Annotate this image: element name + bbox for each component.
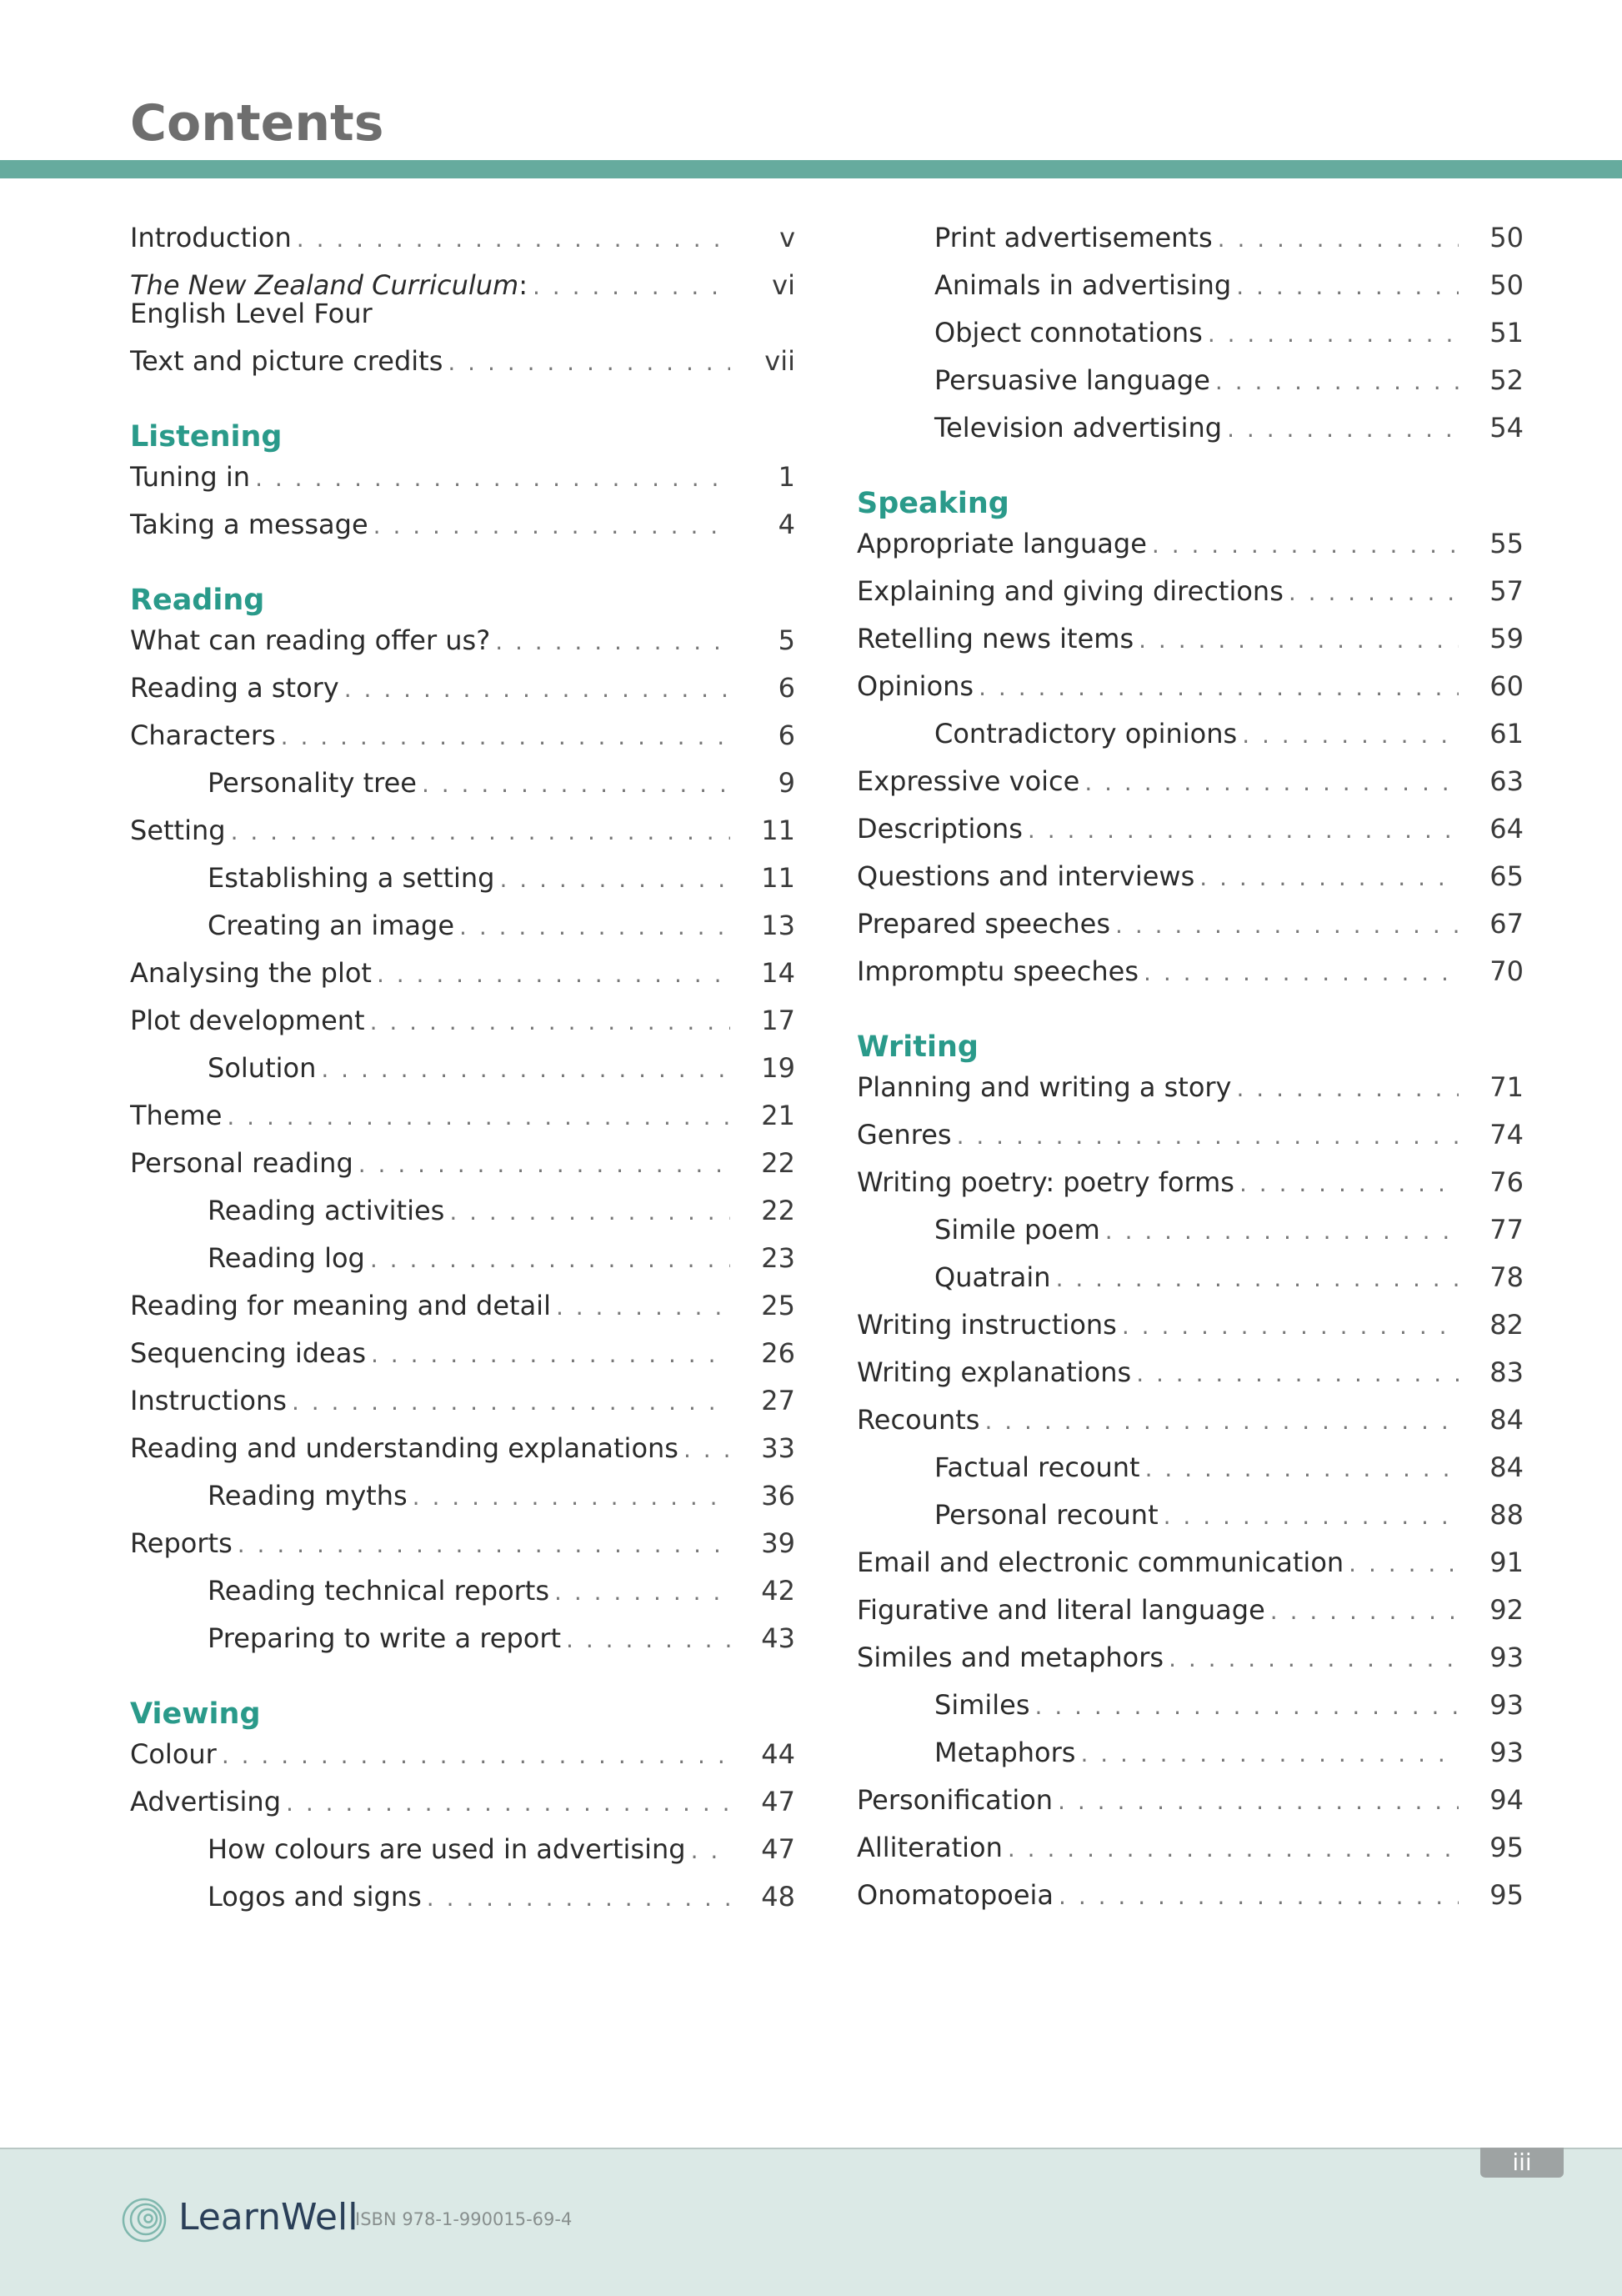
toc-entry-page: 82	[1489, 1309, 1524, 1341]
toc-subentry[interactable]	[857, 412, 1524, 459]
toc-entry-page: 25	[761, 1290, 795, 1321]
toc-subentry[interactable]	[857, 1499, 1524, 1547]
toc-entry-page: 22	[761, 1147, 795, 1179]
title-rule	[0, 160, 1622, 178]
dot-leader	[1053, 1265, 1459, 1292]
page-number-tab: iii	[1480, 2148, 1564, 2178]
toc-entry-title: Reading and understanding explanations	[130, 1432, 678, 1464]
dot-leader	[228, 818, 730, 845]
toc-entry-title: Logos and signs	[208, 1881, 422, 1912]
toc-entry[interactable]	[857, 860, 1524, 908]
dot-leader	[1140, 959, 1459, 986]
toc-entry-page: 67	[1489, 908, 1524, 940]
toc-entry-page: 6	[778, 719, 795, 751]
dot-leader	[1214, 225, 1459, 253]
toc-entry-title: Personification	[857, 1784, 1054, 1816]
toc-entry-page: 47	[761, 1833, 795, 1865]
toc-subentry[interactable]	[857, 1214, 1524, 1261]
toc-entry[interactable]	[857, 1594, 1524, 1642]
toc-entry-page: 19	[761, 1052, 795, 1084]
toc-entry-page: 63	[1489, 765, 1524, 797]
toc-entry[interactable]	[130, 672, 795, 719]
toc-entry-title: Questions and interviews	[857, 860, 1195, 892]
toc-entry[interactable]	[857, 1547, 1524, 1594]
toc-entry-title: Contradictory opinions	[934, 718, 1238, 749]
toc-entry-page: 42	[761, 1575, 795, 1607]
toc-entry[interactable]	[857, 1404, 1524, 1451]
toc-entry[interactable]	[857, 908, 1524, 955]
dot-leader	[1077, 1740, 1459, 1767]
toc-entry[interactable]	[857, 765, 1524, 813]
toc-entry-title: Tuning in	[130, 461, 251, 493]
toc-entry[interactable]	[130, 1100, 795, 1147]
curriculum-level: English Level Four	[130, 298, 373, 329]
dot-leader	[288, 1388, 730, 1416]
section-heading-reading: Reading	[130, 584, 265, 617]
toc-entry-page: 48	[761, 1881, 795, 1912]
dot-leader	[1236, 1170, 1459, 1197]
toc-entry-title: Characters	[130, 719, 276, 751]
page-title: Contents	[130, 94, 384, 153]
toc-entry-page: 50	[1489, 269, 1524, 301]
toc-entry[interactable]	[130, 1337, 795, 1385]
toc-entry-title: Opinions	[857, 670, 974, 702]
toc-entry-page: vi	[772, 269, 795, 301]
toc-entry-page: 76	[1489, 1166, 1524, 1198]
toc-entry-title: Genres	[857, 1119, 952, 1151]
toc-entry[interactable]	[130, 222, 795, 269]
dot-leader	[975, 674, 1459, 701]
toc-entry-title: Creating an image	[208, 910, 455, 941]
toc-entry-title: Theme	[130, 1100, 223, 1131]
toc-entry-title: Print advertisements	[934, 222, 1213, 253]
toc-entry-page: 36	[761, 1480, 795, 1511]
toc-entry-title: Quatrain	[934, 1261, 1051, 1293]
toc-entry[interactable]	[857, 1119, 1524, 1166]
toc-entry-title: Reading log	[208, 1242, 365, 1274]
toc-entry[interactable]	[857, 575, 1524, 623]
isbn: ISBN 978-1-990015-69-4	[355, 2209, 573, 2229]
dot-leader	[423, 1884, 730, 1912]
toc-entry-page: 95	[1489, 1832, 1524, 1863]
toc-entry-title: Impromptu speeches	[857, 955, 1139, 987]
dot-leader	[1024, 816, 1459, 844]
dot-leader	[1212, 368, 1459, 395]
toc-entry-page: 84	[1489, 1451, 1524, 1483]
toc-entry-title: Personal recount	[934, 1499, 1159, 1531]
toc-entry-page: 74	[1489, 1119, 1524, 1151]
writing-entries	[857, 1071, 1524, 1927]
toc-entry-title: Animals in advertising	[934, 269, 1232, 301]
toc-entry-page: 78	[1489, 1261, 1524, 1293]
toc-subentry[interactable]	[857, 1737, 1524, 1784]
dot-leader	[1204, 320, 1459, 348]
toc-subentry[interactable]	[130, 1195, 795, 1242]
toc-entry-page: 64	[1489, 813, 1524, 845]
toc-entry[interactable]	[130, 1290, 795, 1337]
toc-subentry[interactable]	[857, 1261, 1524, 1309]
toc-entry-page: 94	[1489, 1784, 1524, 1816]
dot-leader	[688, 1837, 730, 1864]
dot-leader	[373, 960, 730, 988]
toc-entry-title: Reading a story	[130, 672, 339, 704]
toc-entry[interactable]	[130, 509, 795, 556]
toc-entry-page: 70	[1489, 955, 1524, 987]
toc-entry-page: 60	[1489, 670, 1524, 702]
toc-entry-page: 44	[761, 1738, 795, 1770]
toc-entry-title: Reading for meaning and detail	[130, 1290, 551, 1321]
toc-entry-title: Object connotations	[934, 317, 1203, 348]
toc-entry-title: Similes and metaphors	[857, 1642, 1164, 1673]
dot-leader	[293, 225, 730, 253]
dot-leader	[456, 913, 730, 940]
dot-leader	[1102, 1217, 1459, 1245]
toc-subentry[interactable]	[130, 1622, 795, 1670]
viewing-entries-left	[130, 1738, 795, 1928]
toc-entry-page: 50	[1489, 222, 1524, 253]
dot-leader	[355, 1151, 730, 1178]
toc-entry-page: 1	[778, 461, 795, 493]
toc-entry[interactable]	[130, 719, 795, 767]
dot-leader	[1285, 579, 1459, 606]
dot-leader	[1149, 531, 1459, 559]
dot-leader	[218, 1742, 730, 1769]
toc-entry-page: 6	[778, 672, 795, 704]
toc-entry[interactable]	[130, 269, 795, 345]
toc-entry-title: How colours are used in advertising	[208, 1833, 686, 1865]
toc-entry-page: 54	[1489, 412, 1524, 444]
toc-entry[interactable]	[857, 955, 1524, 1003]
dot-leader	[492, 628, 730, 655]
toc-subentry[interactable]	[130, 1833, 795, 1881]
dot-leader	[283, 1789, 730, 1817]
toc-entry-title: Descriptions	[857, 813, 1023, 845]
listening-entries	[130, 461, 795, 556]
toc-entry-page: 84	[1489, 1404, 1524, 1436]
dot-leader	[1032, 1692, 1459, 1720]
toc-entry-page: 92	[1489, 1594, 1524, 1626]
toc-entry[interactable]	[857, 670, 1524, 718]
dot-leader	[234, 1531, 730, 1558]
toc-entry-title: Recounts	[857, 1404, 980, 1436]
dot-leader	[529, 273, 730, 300]
page-footer	[0, 2148, 1622, 2296]
toc-entry-title: Factual recount	[934, 1451, 1140, 1483]
toc-entry[interactable]	[130, 1385, 795, 1432]
dot-leader	[1119, 1312, 1459, 1340]
toc-entry-page: 11	[761, 862, 795, 894]
toc-entry-page: 61	[1489, 718, 1524, 749]
toc-subentry[interactable]	[130, 1480, 795, 1527]
curriculum-title-colon: :	[518, 269, 528, 301]
dot-leader	[418, 770, 730, 798]
toc-entry-page: 5	[778, 624, 795, 656]
toc-entry-page: 27	[761, 1385, 795, 1416]
toc-entry[interactable]	[857, 1309, 1524, 1356]
dot-leader	[1239, 721, 1459, 749]
toc-entry-page: 11	[761, 815, 795, 846]
toc-entry[interactable]	[130, 1738, 795, 1786]
toc-entry-title: Explaining and giving directions	[857, 575, 1284, 607]
viewing-entries-right	[857, 222, 1524, 459]
toc-entry[interactable]	[857, 623, 1524, 670]
speaking-entries	[857, 528, 1524, 1003]
curriculum-title: The New Zealand Curriculum	[130, 269, 519, 301]
toc-entry[interactable]	[130, 957, 795, 1005]
toc-entry-title	[130, 271, 529, 328]
toc-entry-page: 4	[778, 509, 795, 540]
dot-leader	[252, 464, 730, 492]
toc-entry[interactable]	[857, 1356, 1524, 1404]
reading-entries	[130, 624, 795, 1670]
toc-entry-title: Alliteration	[857, 1832, 1003, 1863]
toc-entry-title: Preparing to write a report	[208, 1622, 562, 1654]
toc-subentry[interactable]	[857, 1451, 1524, 1499]
toc-entry-title: Analysing the plot	[130, 957, 372, 989]
toc-entry-title: Writing explanations	[857, 1356, 1132, 1388]
toc-entry[interactable]	[857, 813, 1524, 860]
toc-entry-title: What can reading offer us?	[130, 624, 491, 656]
toc-entry-title: Text and picture credits	[130, 345, 443, 377]
dot-leader	[981, 1407, 1459, 1435]
toc-subentry[interactable]	[857, 222, 1524, 269]
toc-entry-title: Onomatopoeia	[857, 1879, 1054, 1911]
toc-entry-page: 88	[1489, 1499, 1524, 1531]
dot-leader	[1224, 415, 1459, 443]
toc-subentry[interactable]	[857, 317, 1524, 364]
toc-entry-title: Establishing a setting	[208, 862, 495, 894]
dot-leader	[1135, 626, 1459, 654]
dot-leader	[680, 1436, 730, 1463]
toc-entry-title: Metaphors	[934, 1737, 1076, 1768]
toc-entry-title: Email and electronic communication	[857, 1547, 1344, 1578]
dot-leader	[367, 1008, 730, 1035]
dot-leader	[409, 1483, 730, 1511]
toc-entry[interactable]	[857, 1879, 1524, 1927]
dot-leader	[278, 723, 730, 750]
toc-entry[interactable]	[857, 1832, 1524, 1879]
dot-leader	[1233, 1075, 1459, 1102]
dot-leader	[1055, 1882, 1459, 1910]
brand-logo-text: LearnWell	[178, 2196, 358, 2238]
dot-leader	[1112, 911, 1459, 939]
toc-entry-page: 47	[761, 1786, 795, 1817]
toc-entry-title: Advertising	[130, 1786, 282, 1817]
toc-entry-page: 17	[761, 1005, 795, 1036]
dot-leader	[1133, 1360, 1459, 1387]
dot-leader	[446, 1198, 730, 1226]
toc-entry-page: 13	[761, 910, 795, 941]
toc-entry[interactable]	[130, 1527, 795, 1575]
toc-entry[interactable]	[857, 1642, 1524, 1689]
dot-leader	[1196, 864, 1459, 891]
dot-leader	[444, 348, 730, 376]
dot-leader	[1142, 1455, 1459, 1482]
toc-entry-page: 65	[1489, 860, 1524, 892]
toc-entry-page: 93	[1489, 1642, 1524, 1673]
dot-leader	[1054, 1787, 1459, 1815]
toc-entry-title: Expressive voice	[857, 765, 1080, 797]
toc-entry-page: 83	[1489, 1356, 1524, 1388]
toc-subentry[interactable]	[857, 1689, 1524, 1737]
toc-entry-title: Similes	[934, 1689, 1030, 1721]
toc-entry-page: 33	[761, 1432, 795, 1464]
toc-entry[interactable]	[857, 1166, 1524, 1214]
dot-leader	[368, 1341, 730, 1368]
dot-leader	[1004, 1835, 1459, 1862]
toc-entry-title: Sequencing ideas	[130, 1337, 366, 1369]
toc-entry-page: 57	[1489, 575, 1524, 607]
section-heading-viewing: Viewing	[130, 1697, 261, 1731]
toc-entry-page: 51	[1489, 317, 1524, 348]
toc-entry-page: 14	[761, 957, 795, 989]
contents-column-left	[130, 222, 795, 1928]
toc-entry-page: 21	[761, 1100, 795, 1131]
toc-entry-page: 23	[761, 1242, 795, 1274]
toc-entry-page: 39	[761, 1527, 795, 1559]
section-heading-writing: Writing	[857, 1030, 979, 1064]
toc-entry-title: Persuasive language	[934, 364, 1210, 396]
toc-entry[interactable]	[130, 1432, 795, 1480]
toc-entry[interactable]	[857, 1784, 1524, 1832]
toc-entry-title: Personality tree	[208, 767, 417, 799]
toc-subentry[interactable]	[857, 718, 1524, 765]
toc-subentry[interactable]	[130, 767, 795, 815]
toc-entry-page: 59	[1489, 623, 1524, 654]
dot-leader	[341, 675, 730, 703]
dot-leader	[1081, 769, 1459, 796]
toc-entry-title: Personal reading	[130, 1147, 353, 1179]
section-heading-listening: Listening	[130, 420, 283, 454]
dot-leader	[1160, 1502, 1459, 1530]
toc-entry-title: Writing instructions	[857, 1309, 1117, 1341]
toc-entry-title: Instructions	[130, 1385, 287, 1416]
toc-entry[interactable]	[130, 461, 795, 509]
toc-entry-page: 9	[778, 767, 795, 799]
toc-entry-title: Solution	[208, 1052, 317, 1084]
toc-entry-title: Setting	[130, 815, 226, 846]
toc-entry-page: v	[779, 222, 795, 253]
toc-entry-title: Introduction	[130, 222, 292, 253]
toc-entry-title: Reading activities	[208, 1195, 445, 1226]
toc-entry-page: 43	[761, 1622, 795, 1654]
dot-leader	[954, 1122, 1459, 1150]
toc-entry-title: Reading myths	[208, 1480, 408, 1511]
toc-entry-page: vii	[764, 345, 795, 377]
toc-entry-page: 93	[1489, 1737, 1524, 1768]
toc-subentry[interactable]	[130, 1052, 795, 1100]
toc-subentry[interactable]	[130, 1575, 795, 1622]
dot-leader	[563, 1626, 730, 1653]
dot-leader	[223, 1103, 730, 1130]
toc-entry-title: Figurative and literal language	[857, 1594, 1265, 1626]
toc-entry-page: 55	[1489, 528, 1524, 559]
toc-subentry[interactable]	[857, 269, 1524, 317]
spiral-logo-icon	[122, 2198, 167, 2243]
toc-entry-page: 52	[1489, 364, 1524, 396]
toc-entry-title: Reports	[130, 1527, 233, 1559]
toc-subentry[interactable]	[130, 862, 795, 910]
toc-entry[interactable]	[857, 1071, 1524, 1119]
toc-subentry[interactable]	[130, 910, 795, 957]
toc-entry-title: Television advertising	[934, 412, 1223, 444]
dot-leader	[370, 512, 730, 539]
toc-entry-page: 26	[761, 1337, 795, 1369]
toc-entry-title: Reading technical reports	[208, 1575, 550, 1607]
toc-entry[interactable]	[130, 624, 795, 672]
toc-entry-page: 71	[1489, 1071, 1524, 1103]
dot-leader	[551, 1578, 730, 1606]
toc-entry-title: Plot development	[130, 1005, 365, 1036]
toc-entry-page: 22	[761, 1195, 795, 1226]
toc-entry-page: 91	[1489, 1547, 1524, 1578]
contents-column-right	[857, 222, 1524, 1927]
dot-leader	[1267, 1597, 1459, 1625]
toc-entry-page: 93	[1489, 1689, 1524, 1721]
toc-entry[interactable]	[130, 815, 795, 862]
toc-entry-page: 95	[1489, 1879, 1524, 1911]
dot-leader	[1345, 1550, 1459, 1577]
toc-entry[interactable]	[130, 1786, 795, 1833]
dot-leader	[367, 1246, 730, 1273]
toc-entry-title: Planning and writing a story	[857, 1071, 1232, 1103]
toc-entry-page: 77	[1489, 1214, 1524, 1246]
toc-entry-title: Taking a message	[130, 509, 368, 540]
toc-subentry[interactable]	[857, 364, 1524, 412]
dot-leader	[553, 1293, 730, 1321]
toc-entry-title: Colour	[130, 1738, 217, 1770]
toc-entry-title: Appropriate language	[857, 528, 1147, 559]
toc-entry-title: Retelling news items	[857, 623, 1134, 654]
toc-entry-title: Prepared speeches	[857, 908, 1111, 940]
dot-leader	[1233, 273, 1459, 300]
toc-entry[interactable]	[130, 1147, 795, 1195]
toc-subentry[interactable]	[130, 1242, 795, 1290]
dot-leader	[1165, 1645, 1459, 1672]
toc-entry[interactable]	[130, 1005, 795, 1052]
toc-entry-title: Simile poem	[934, 1214, 1100, 1246]
toc-subentry[interactable]	[130, 1881, 795, 1928]
toc-entry[interactable]	[130, 345, 795, 393]
toc-entry[interactable]	[857, 528, 1524, 575]
section-heading-speaking: Speaking	[857, 487, 1009, 520]
dot-leader	[318, 1055, 730, 1083]
toc-entry-title: Writing poetry: poetry forms	[857, 1166, 1234, 1198]
dot-leader	[496, 865, 730, 893]
